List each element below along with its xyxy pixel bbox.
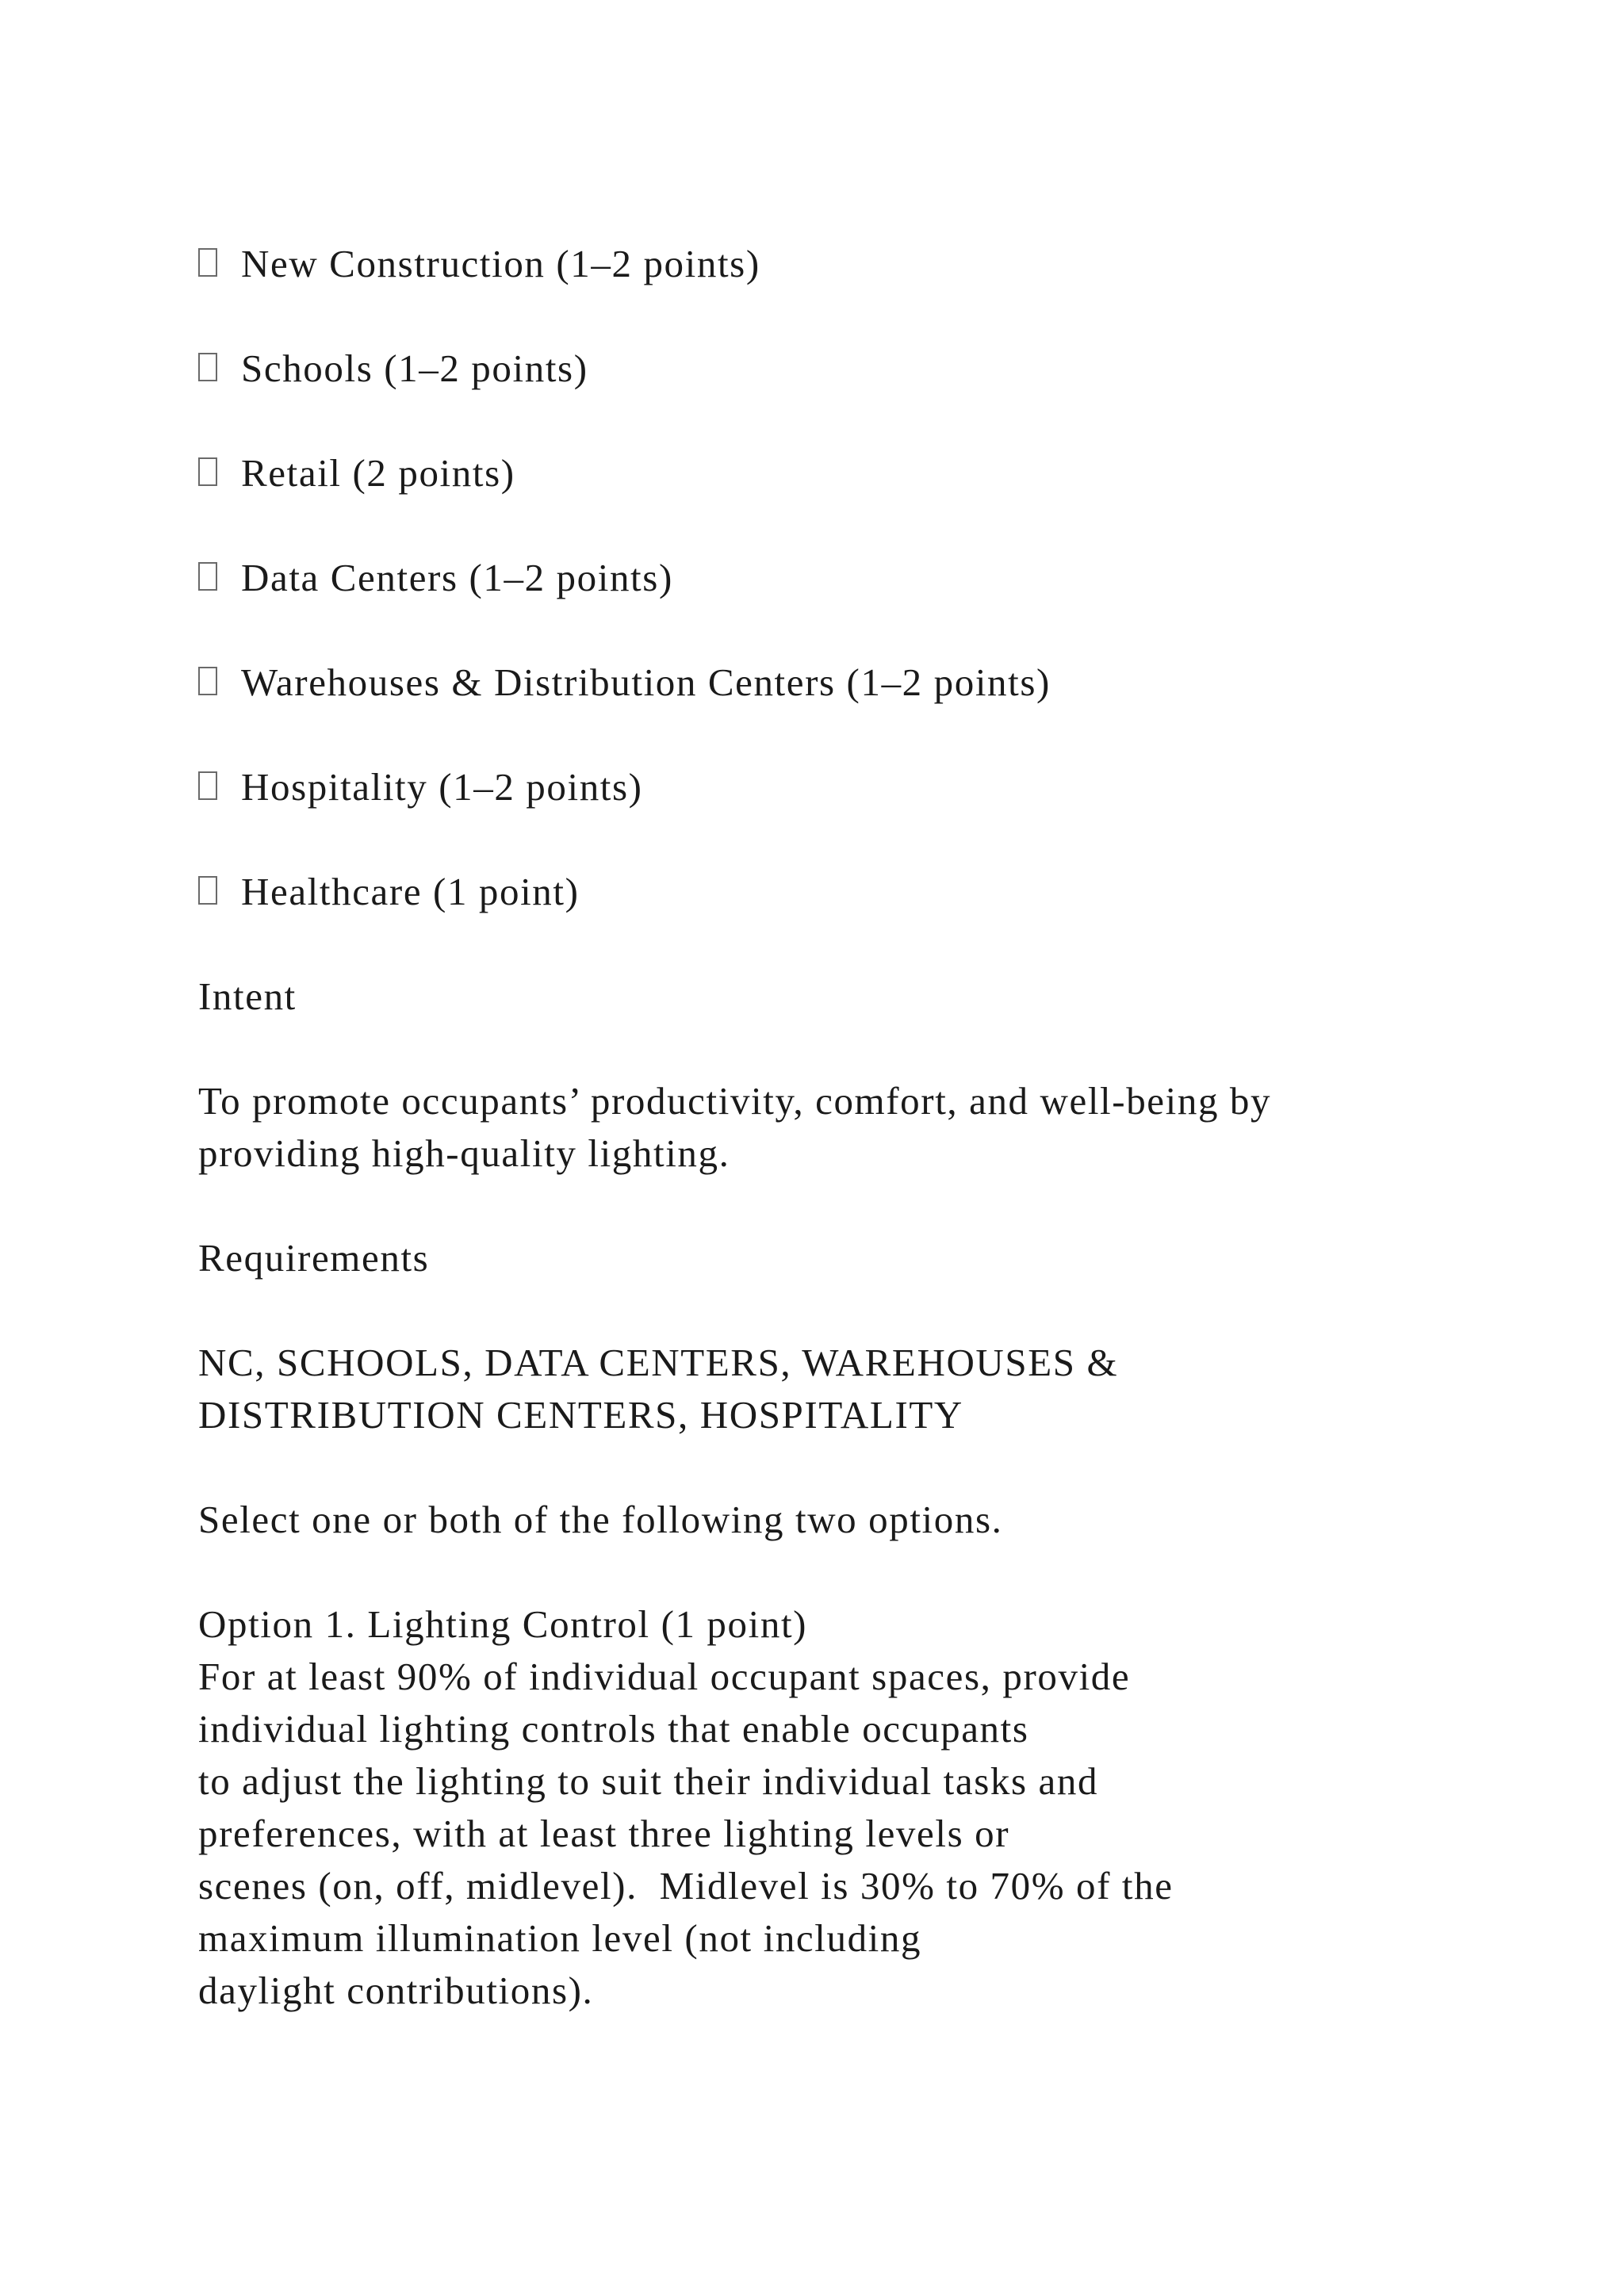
bullet-item-warehouses xyxy=(198,656,1467,709)
option1-text-line: to adjust the lighting to suit their individual tasks and xyxy=(198,1759,1099,1803)
option1-text-line: maximum illumination level (not including xyxy=(198,1916,922,1960)
bullet-item-schools xyxy=(198,342,1467,395)
option1-text-line: individual lighting controls that enable occupants xyxy=(198,1707,1029,1751)
bullet-text: Schools (1–2 points) xyxy=(241,346,588,390)
missing-glyph-icon xyxy=(198,248,217,277)
intent-text-line-2: providing high-quality lighting. xyxy=(198,1131,730,1175)
bullet-item-new-construction xyxy=(198,238,1467,290)
bullet-item-healthcare xyxy=(198,866,1467,918)
missing-glyph-icon xyxy=(198,562,217,591)
missing-glyph-icon xyxy=(198,771,217,800)
missing-glyph-icon xyxy=(198,876,217,905)
applicability-line-1: NC, SCHOOLS, DATA CENTERS, WAREHOUSES & xyxy=(198,1341,1119,1384)
option1-text-line: preferences, with at least three lighting levels or xyxy=(198,1812,1010,1855)
intent-heading: Intent xyxy=(198,974,297,1018)
bullet-text: Data Centers (1–2 points) xyxy=(241,556,673,599)
bullet-text: Warehouses & Distribution Centers (1–2 points) xyxy=(241,660,1051,704)
bullet-text: Retail (2 points) xyxy=(241,451,515,495)
missing-glyph-icon xyxy=(198,457,217,486)
bullet-text: New Construction (1–2 points) xyxy=(241,242,760,285)
missing-glyph-icon xyxy=(198,667,217,695)
missing-glyph-icon xyxy=(198,353,217,381)
bullet-item-data-centers xyxy=(198,552,1467,604)
applicability-line-2: DISTRIBUTION CENTERS, HOSPITALITY xyxy=(198,1393,963,1437)
bullet-text: Healthcare (1 point) xyxy=(241,870,580,913)
bullet-text: Hospitality (1–2 points) xyxy=(241,765,643,809)
requirements-heading: Requirements xyxy=(198,1236,430,1280)
option1-title: Option 1. Lighting Control (1 point) xyxy=(198,1602,808,1646)
option1-text-line: scenes (on, off, midlevel). Midlevel is 30% to 70% of the xyxy=(198,1864,1174,1908)
bullet-item-retail xyxy=(198,447,1467,499)
select-options-line: Select one or both of the following two options. xyxy=(198,1498,1003,1541)
bullet-item-hospitality xyxy=(198,761,1467,813)
option1-text-line: daylight contributions). xyxy=(198,1969,594,2012)
intent-text-line-1: To promote occupants’ productivity, comfort, and well-being by xyxy=(198,1079,1272,1123)
document-page xyxy=(198,238,1467,2017)
option1-text-line: For at least 90% of individual occupant spaces, provide xyxy=(198,1655,1131,1698)
